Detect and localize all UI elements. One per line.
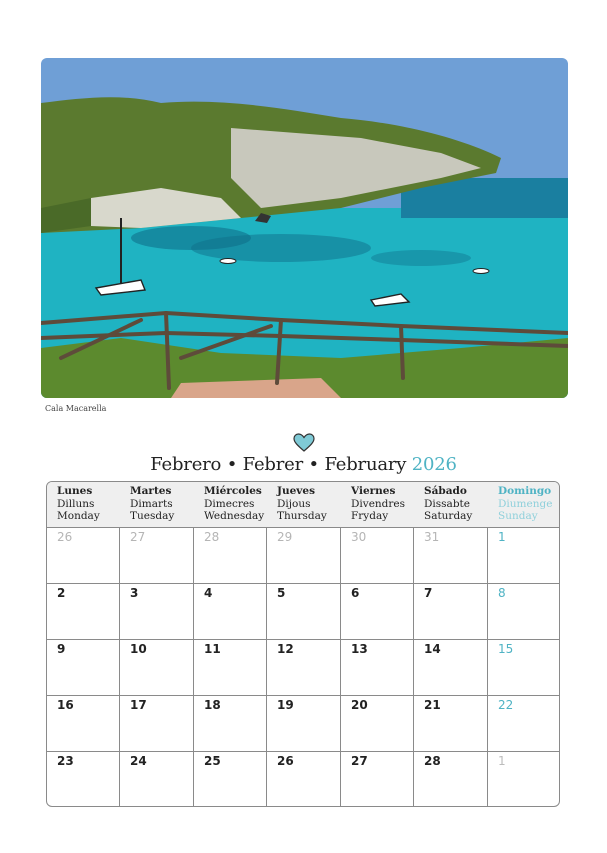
weekday-header-thu bbox=[277, 485, 327, 523]
weekday-label-ca: Divendres bbox=[351, 497, 406, 510]
day-cell[interactable]: 28 bbox=[204, 530, 220, 544]
day-cell[interactable]: 20 bbox=[351, 698, 368, 712]
column-divider bbox=[487, 528, 488, 806]
illustration bbox=[41, 58, 568, 398]
day-cell[interactable]: 14 bbox=[424, 642, 441, 656]
image-caption: Cala Macarella bbox=[45, 404, 107, 413]
day-cell[interactable]: 21 bbox=[424, 698, 441, 712]
weekday-header-mon bbox=[57, 485, 100, 523]
heart-icon bbox=[293, 433, 315, 453]
day-cell[interactable]: 25 bbox=[204, 754, 221, 768]
row-divider bbox=[47, 583, 559, 584]
day-cell[interactable]: 12 bbox=[277, 642, 294, 656]
day-cell[interactable]: 26 bbox=[277, 754, 294, 768]
weekday-label-ca: Dilluns bbox=[57, 497, 95, 510]
month-title bbox=[0, 454, 607, 475]
weekday-label-en: Monday bbox=[57, 510, 100, 522]
row-divider bbox=[47, 639, 559, 640]
row-divider bbox=[47, 751, 559, 752]
day-cell[interactable]: 27 bbox=[130, 530, 146, 544]
column-divider bbox=[119, 528, 120, 806]
day-cell[interactable]: 17 bbox=[130, 698, 147, 712]
year-label: 2026 bbox=[411, 454, 457, 475]
weekday-label-es: Domingo bbox=[498, 485, 552, 497]
day-cell[interactable]: 24 bbox=[130, 754, 147, 768]
day-cell[interactable]: 5 bbox=[277, 586, 286, 600]
cala-macarella-illustration bbox=[41, 58, 568, 398]
row-divider bbox=[47, 527, 559, 528]
weekday-label-es: Martes bbox=[130, 485, 172, 497]
weekday-label-en: Sunday bbox=[498, 510, 538, 522]
day-cell[interactable]: 26 bbox=[57, 530, 73, 544]
weekday-header-sun bbox=[498, 485, 552, 523]
weekday-label-es: Sábado bbox=[424, 485, 467, 497]
weekday-header-fri bbox=[351, 485, 405, 523]
weekday-label-ca: Diumenge bbox=[498, 497, 553, 510]
weekday-label-en: Fryday bbox=[351, 510, 389, 522]
weekday-header-sat bbox=[424, 485, 472, 523]
weekday-label-en: Tuesday bbox=[130, 510, 175, 522]
weekday-label-en: Wednesday bbox=[204, 510, 265, 522]
weekday-label-ca: Dissabte bbox=[424, 497, 470, 510]
weekday-label-en: Thursday bbox=[277, 510, 327, 522]
weekday-label-ca: Dimecres bbox=[204, 497, 255, 510]
day-cell[interactable]: 18 bbox=[204, 698, 221, 712]
day-cell[interactable]: 10 bbox=[130, 642, 147, 656]
weekday-label-ca: Dimarts bbox=[130, 497, 173, 510]
day-cell[interactable]: 1 bbox=[498, 530, 506, 544]
weekday-label-es: Miércoles bbox=[204, 485, 262, 497]
row-divider bbox=[47, 695, 559, 696]
day-cell[interactable]: 22 bbox=[498, 698, 514, 712]
calendar-grid bbox=[46, 481, 560, 807]
day-cell[interactable]: 19 bbox=[277, 698, 294, 712]
day-cell[interactable]: 3 bbox=[130, 586, 139, 600]
day-cell[interactable]: 13 bbox=[351, 642, 368, 656]
weekday-label-ca: Dijous bbox=[277, 497, 311, 510]
weekday-header-wed bbox=[204, 485, 264, 523]
day-cell[interactable]: 27 bbox=[351, 754, 368, 768]
day-cell[interactable]: 11 bbox=[204, 642, 221, 656]
day-cell[interactable]: 4 bbox=[204, 586, 213, 600]
day-cell[interactable]: 9 bbox=[57, 642, 66, 656]
column-divider bbox=[413, 528, 414, 806]
day-cell[interactable]: 16 bbox=[57, 698, 74, 712]
column-divider bbox=[266, 528, 267, 806]
day-cell[interactable]: 15 bbox=[498, 642, 514, 656]
day-cell[interactable]: 7 bbox=[424, 586, 433, 600]
column-divider bbox=[340, 528, 341, 806]
weekday-label-es: Viernes bbox=[351, 485, 396, 497]
weekday-header-tue bbox=[130, 485, 174, 523]
weekday-label-en: Saturday bbox=[424, 510, 473, 522]
column-divider bbox=[193, 528, 194, 806]
day-cell[interactable]: 29 bbox=[277, 530, 293, 544]
month-names: Febrero • Febrer • February bbox=[150, 454, 412, 475]
day-cell[interactable]: 31 bbox=[424, 530, 440, 544]
day-cell[interactable]: 6 bbox=[351, 586, 360, 600]
day-cell[interactable]: 8 bbox=[498, 586, 506, 600]
day-cell[interactable]: 28 bbox=[424, 754, 441, 768]
weekday-header-row bbox=[47, 482, 559, 528]
weekday-label-es: Jueves bbox=[277, 485, 315, 497]
day-cell[interactable]: 1 bbox=[498, 754, 506, 768]
day-cell[interactable]: 2 bbox=[57, 586, 66, 600]
day-cell[interactable]: 30 bbox=[351, 530, 367, 544]
weekday-label-es: Lunes bbox=[57, 485, 93, 497]
day-cell[interactable]: 23 bbox=[57, 754, 74, 768]
